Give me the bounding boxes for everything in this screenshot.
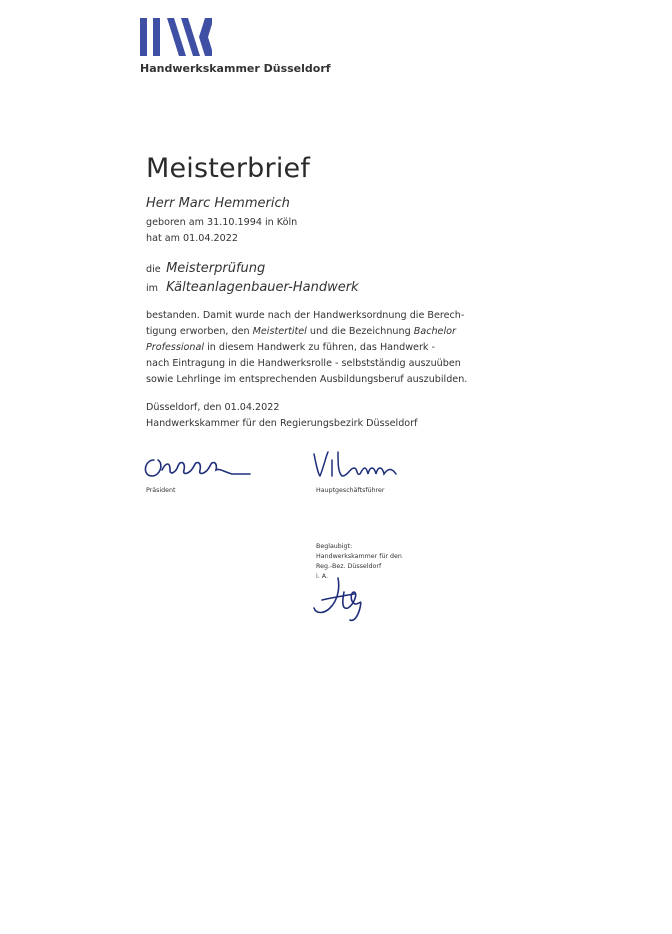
body-line: sowie Lehrlinge im entsprechenden Ausbildungsberuf auszubilden. [146, 374, 468, 385]
certification-district: Reg.-Bez. Düsseldorf [316, 563, 382, 570]
exam-trade: Kälteanlagenbauer-Handwerk [166, 280, 359, 295]
place-date-block [146, 400, 417, 432]
body-line: tigung erworben, den Meistertitel und die Bezeichnung Bachelor [146, 326, 456, 337]
body-paragraph [146, 308, 467, 388]
certification-ia: i. A. [316, 573, 328, 580]
document-title: Meisterbrief [146, 153, 311, 184]
body-line: Professional in diesem Handwerk zu führen, das Handwerk - [146, 342, 435, 353]
exam-date-line: hat am 01.04.2022 [146, 233, 238, 244]
birth-line: geboren am 31.10.1994 in Köln [146, 217, 298, 228]
holder-name: Herr Marc Hemmerich [146, 196, 290, 211]
issuer: Handwerkskammer für den Regierungsbezirk Düsseldorf [146, 418, 418, 429]
holder-details [146, 215, 297, 247]
president-label: Präsident [146, 487, 176, 494]
place-date: Düsseldorf, den 01.04.2022 [146, 402, 280, 413]
president-signature [140, 450, 260, 486]
certifier-signature [308, 574, 370, 624]
manager-label: Hauptgeschäftsführer [316, 487, 385, 494]
exam-prefix-1: die [146, 264, 161, 275]
manager-signature [310, 446, 410, 486]
exam-block [146, 260, 359, 298]
org-name: Handwerkskammer Düsseldorf [140, 62, 331, 75]
certification-heading: Beglaubigt: [316, 543, 353, 550]
hwk-logo-icon [140, 18, 220, 56]
exam-prefix-2: im [146, 283, 159, 294]
body-line: nach Eintragung in die Handwerksrolle - selbstständig auszuüben [146, 358, 461, 369]
certification-org: Handwerkskammer für den [316, 553, 402, 560]
body-line: bestanden. Damit wurde nach der Handwerksordnung die Berech- [146, 310, 465, 321]
exam-type: Meisterprüfung [166, 261, 266, 276]
